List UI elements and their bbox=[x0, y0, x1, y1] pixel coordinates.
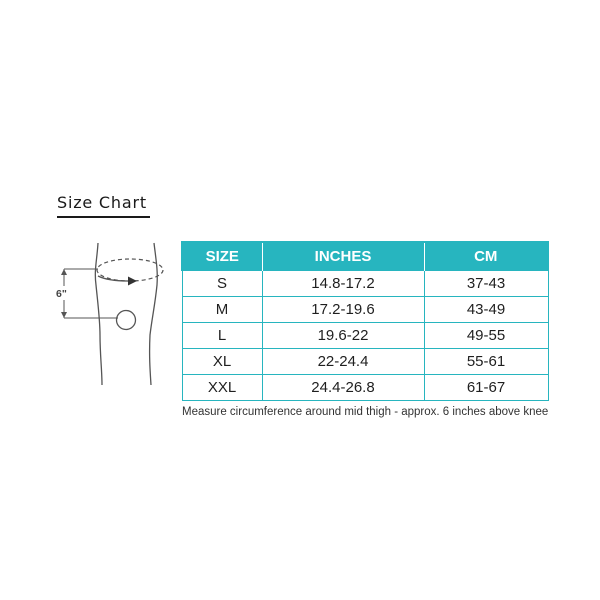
table-row bbox=[182, 375, 548, 401]
inches-cell: 24.4-26.8 bbox=[262, 375, 424, 401]
table-row bbox=[182, 271, 548, 297]
leg-measurement-icon bbox=[50, 240, 170, 390]
inches-cell: 14.8-17.2 bbox=[262, 271, 424, 297]
column-header-cm: CM bbox=[424, 242, 548, 271]
size-cell: XL bbox=[182, 349, 262, 375]
measurement-note: Measure circumference around mid thigh - approx. 6 inches above knee bbox=[182, 406, 549, 418]
inches-cell: 17.2-19.6 bbox=[262, 297, 424, 323]
arrow-icon bbox=[128, 277, 137, 286]
cm-cell: 43-49 bbox=[424, 297, 548, 323]
cm-cell: 37-43 bbox=[424, 271, 548, 297]
table-row bbox=[182, 297, 548, 323]
cm-cell: 55-61 bbox=[424, 349, 548, 375]
cm-cell: 49-55 bbox=[424, 323, 548, 349]
inches-cell: 22-24.4 bbox=[262, 349, 424, 375]
size-cell: S bbox=[182, 271, 262, 297]
size-cell: XXL bbox=[182, 375, 262, 401]
inches-cell: 19.6-22 bbox=[262, 323, 424, 349]
cm-cell: 61-67 bbox=[424, 375, 548, 401]
page-title: Size Chart bbox=[57, 193, 147, 212]
title-underline bbox=[57, 216, 150, 218]
measure-label: 6" bbox=[56, 288, 67, 300]
table-row bbox=[182, 323, 548, 349]
size-cell: M bbox=[182, 297, 262, 323]
size-table bbox=[181, 241, 549, 401]
size-cell: L bbox=[182, 323, 262, 349]
table-header-row bbox=[182, 242, 548, 271]
column-header-size: SIZE bbox=[182, 242, 262, 271]
column-header-inches: INCHES bbox=[262, 242, 424, 271]
table-row bbox=[182, 349, 548, 375]
